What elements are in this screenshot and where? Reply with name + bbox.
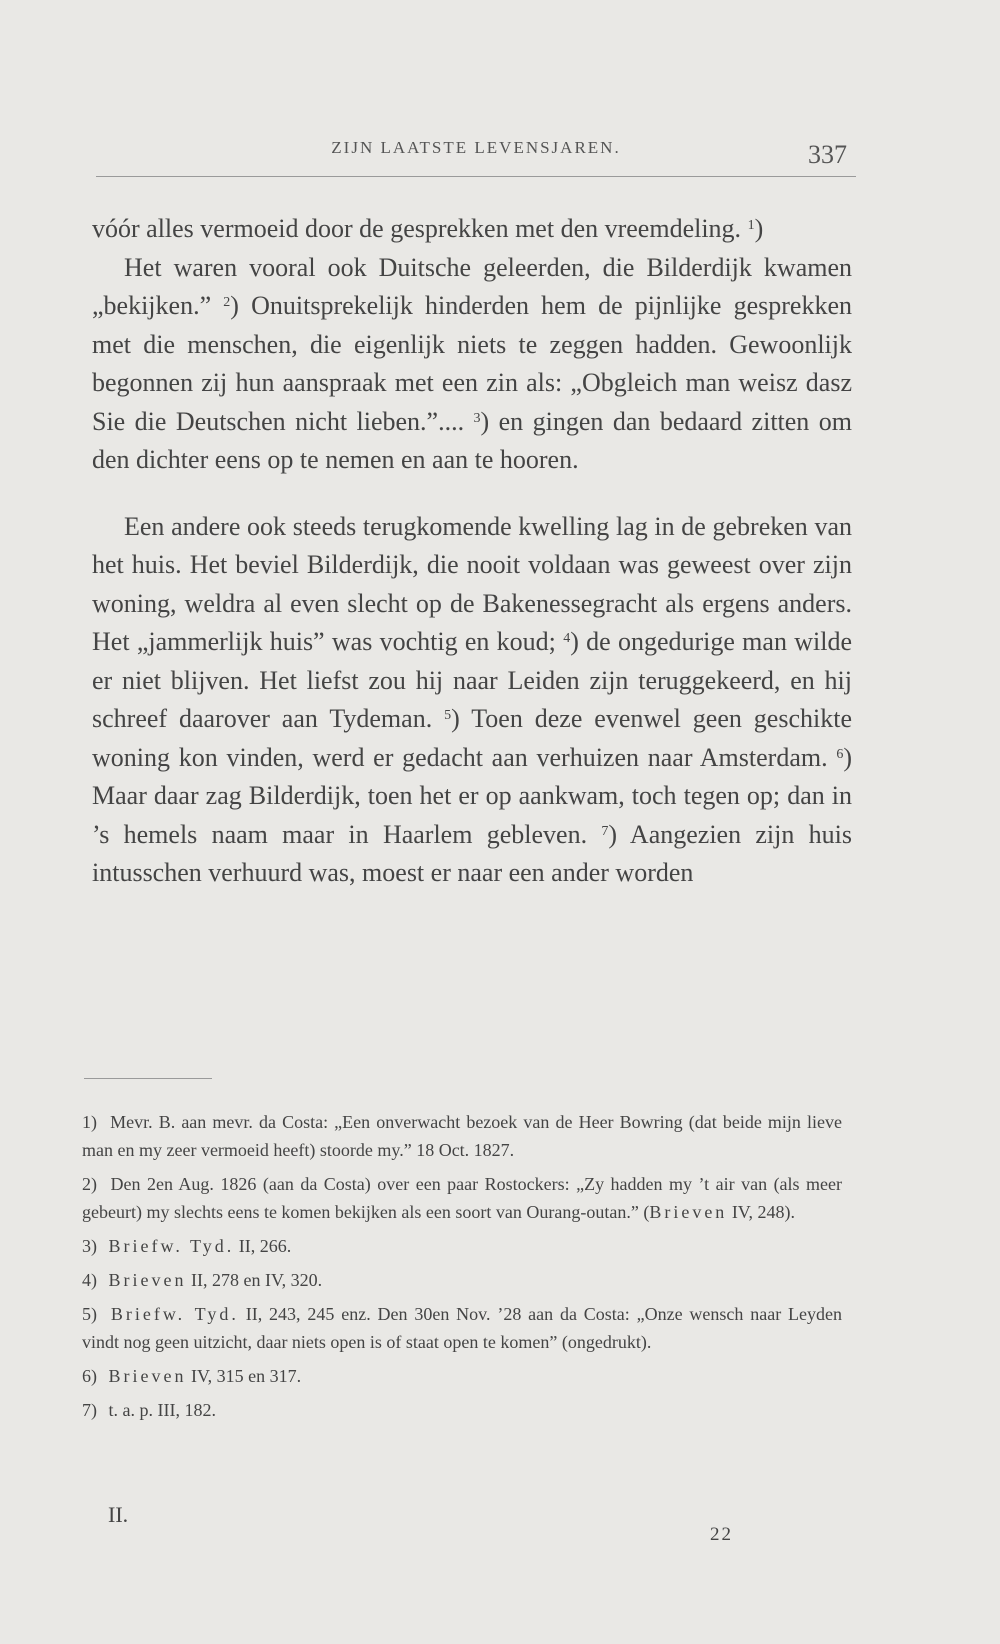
paragraph-3-part-3: Toen deze evenwel geen geschikte woning kon vinden, werd er gedacht aan verhuizen naar Amsterdam. [92, 704, 852, 772]
header-rule [96, 176, 856, 177]
footnote-tail: II, 266. [234, 1236, 292, 1256]
body-text [92, 210, 852, 893]
footnote-1 [82, 1108, 842, 1164]
footnote-6 [82, 1362, 842, 1390]
footnote-number: 2) [82, 1174, 97, 1194]
paragraph-1-text: vóór alles vermoeid door de gesprekken met den vreemdeling. [92, 214, 742, 243]
footnote-ref-2: 2 [223, 295, 231, 310]
paragraph-3-part-5: Aangezien zijn huis intusschen verhuurd was, moest er naar een ander worden [92, 819, 852, 887]
footnote-tail: II, 278 en IV, 320. [186, 1270, 323, 1290]
footnote-tail: II, 243, 245 enz. Den 30en Nov. ’28 aan da Costa: „Onze wensch naar Leyden vindt nog geen uitzicht, daar niets open is of staat open te komen” (ongedrukt). [82, 1304, 843, 1352]
paragraph-3-part-1: Een andere ook steeds terugkomende kwelling lag in de gebreken van het huis. Het beviel Bilderdijk, die nooit voldaan was geweest over zijn woning, weldra al even slecht op de Bakenessegracht als ergens anders. Het „jammerlijk huis” was vochtig en koud; [92, 511, 852, 656]
footnote-number: 7) [82, 1400, 97, 1420]
footnote-tail: IV, 248). [727, 1202, 795, 1222]
volume-signature: II. [108, 1502, 129, 1527]
footnote-7 [82, 1396, 842, 1424]
footnote-ref-4: 4 [563, 631, 571, 646]
footnote-source: Briefw. Tyd. [110, 1304, 239, 1324]
footnote-text: Den 2en Aug. 1826 (aan da Costa) over een paar Rostockers: „Zy hadden my ’t air van (als meer gebeurt) my slechts eens te komen bekijken als een soort van Ourang-outan.” ( [82, 1174, 843, 1222]
footnote-source: Brieven [108, 1270, 187, 1290]
footnote-4 [82, 1266, 842, 1294]
footnote-ref-7: 7 [601, 823, 609, 839]
footnote-3 [82, 1232, 842, 1260]
footnote-number: 4) [82, 1270, 97, 1290]
footnote-ref-1: 1 [747, 218, 755, 233]
footnote-source: Brieven [649, 1202, 728, 1222]
footnote-rule [84, 1078, 212, 1079]
paragraph-1: vóór alles vermoeid door de gesprekken met den vreemdeling. $^1$) [92, 214, 764, 243]
footnote-number: 3) [82, 1236, 97, 1256]
paragraph-3: Een andere ook steeds terugkomende kwelling lag in de gebreken van het huis. Het beviel Bilderdijk, die nooit voldaan was geweest over zijn woning, weldra al even slecht op de Bakenessegracht als ergens anders. Het „jammerlijk huis” was vochtig en koud; $^4$) de ongedurige man wilde er niet blijven. Het liefst zou hij naar Leiden zijn teruggekeerd, en hij schreef daarover aan Tydeman. $^5$) Toen deze evenwel geen geschikte woning kon vinden, werd er gedacht aan verhuizen naar Amsterdam. $^6$) Maar daar zag Bilderdijk, toen het er op aankwam, toch tegen op; dan in ’s hemels naam maar in Haarlem gebleven. $^7$) Aangezien zijn huis intusschen verhuurd was, moest er naar een ander worden [92, 511, 852, 887]
paragraph-2-part-2: Onuitsprekelijk hinderden hem de pijnlijke gesprekken met die menschen, die eigenlijk niets te zeggen hadden. Gewoonlijk begonnen zij hun aanspraak met een zin als: „Obgleich man weisz dasz Sie die Deutschen nicht lieben.”.... [92, 291, 852, 436]
footnote-number: 6) [82, 1366, 97, 1386]
footnote-2 [82, 1170, 842, 1226]
page-number: 337 [808, 140, 847, 169]
footnote-ref-5: 5 [444, 708, 452, 723]
footnote-ref-6: 6 [836, 746, 844, 762]
footnote-text: t. a. p. III, 182. [108, 1400, 216, 1420]
footnotes [82, 1108, 842, 1430]
paragraph-2: Het waren vooral ook Duitsche geleerden, die Bilderdijk kwamen „bekijken.” $^2$) Onuitsprekelijk hinderden hem de pijnlijke gesprekken met die menschen, die eigenlijk niets te zeggen hadden. Gewoonlijk begonnen zij hun aanspraak met een zin als: „Obgleich man weisz dasz Sie die Deutschen nicht lieben.”.... $^3$) en gingen dan bedaard zitten om den dichter eens op te nemen en aan te hooren. [92, 252, 852, 474]
paragraph-3-part-2: de ongedurige man wilde er niet blijven. Het liefst zou hij naar Leiden zijn teruggekeerd, en hij schreef daarover aan Tydeman. [92, 627, 852, 733]
signature-number: 22 [710, 1524, 733, 1545]
footnote-source: Briefw. Tyd. [108, 1236, 235, 1256]
paragraph-2-part-1: Het waren vooral ook Duitsche geleerden, die Bilderdijk kwamen „bekijken.” [92, 252, 852, 320]
footnote-number: 5) [82, 1304, 97, 1324]
footnote-5 [82, 1300, 842, 1356]
footnote-source: Brieven [108, 1366, 187, 1386]
running-title: ZIJN LAATSTE LEVENSJAREN. [331, 138, 621, 157]
paragraph-3-part-4: Maar daar zag Bilderdijk, toen het er op aankwam, toch tegen op; dan in ’s hemels naam maar in Haarlem gebleven. [92, 781, 852, 849]
paragraph-2-part-3: en gingen dan bedaard zitten om den dichter eens op te nemen en aan te hooren. [92, 406, 852, 474]
footnote-number: 1) [82, 1112, 97, 1132]
footnote-tail: IV, 315 en 317. [186, 1366, 302, 1386]
footnote-text: Mevr. B. aan mevr. da Costa: „Een onverwacht bezoek van de Heer Bowring (dat beide mijn lieve man en my zeer vermoeid heeft) stoorde my.” 18 Oct. 1827. [82, 1112, 843, 1160]
footnote-ref-3: 3 [473, 410, 481, 426]
